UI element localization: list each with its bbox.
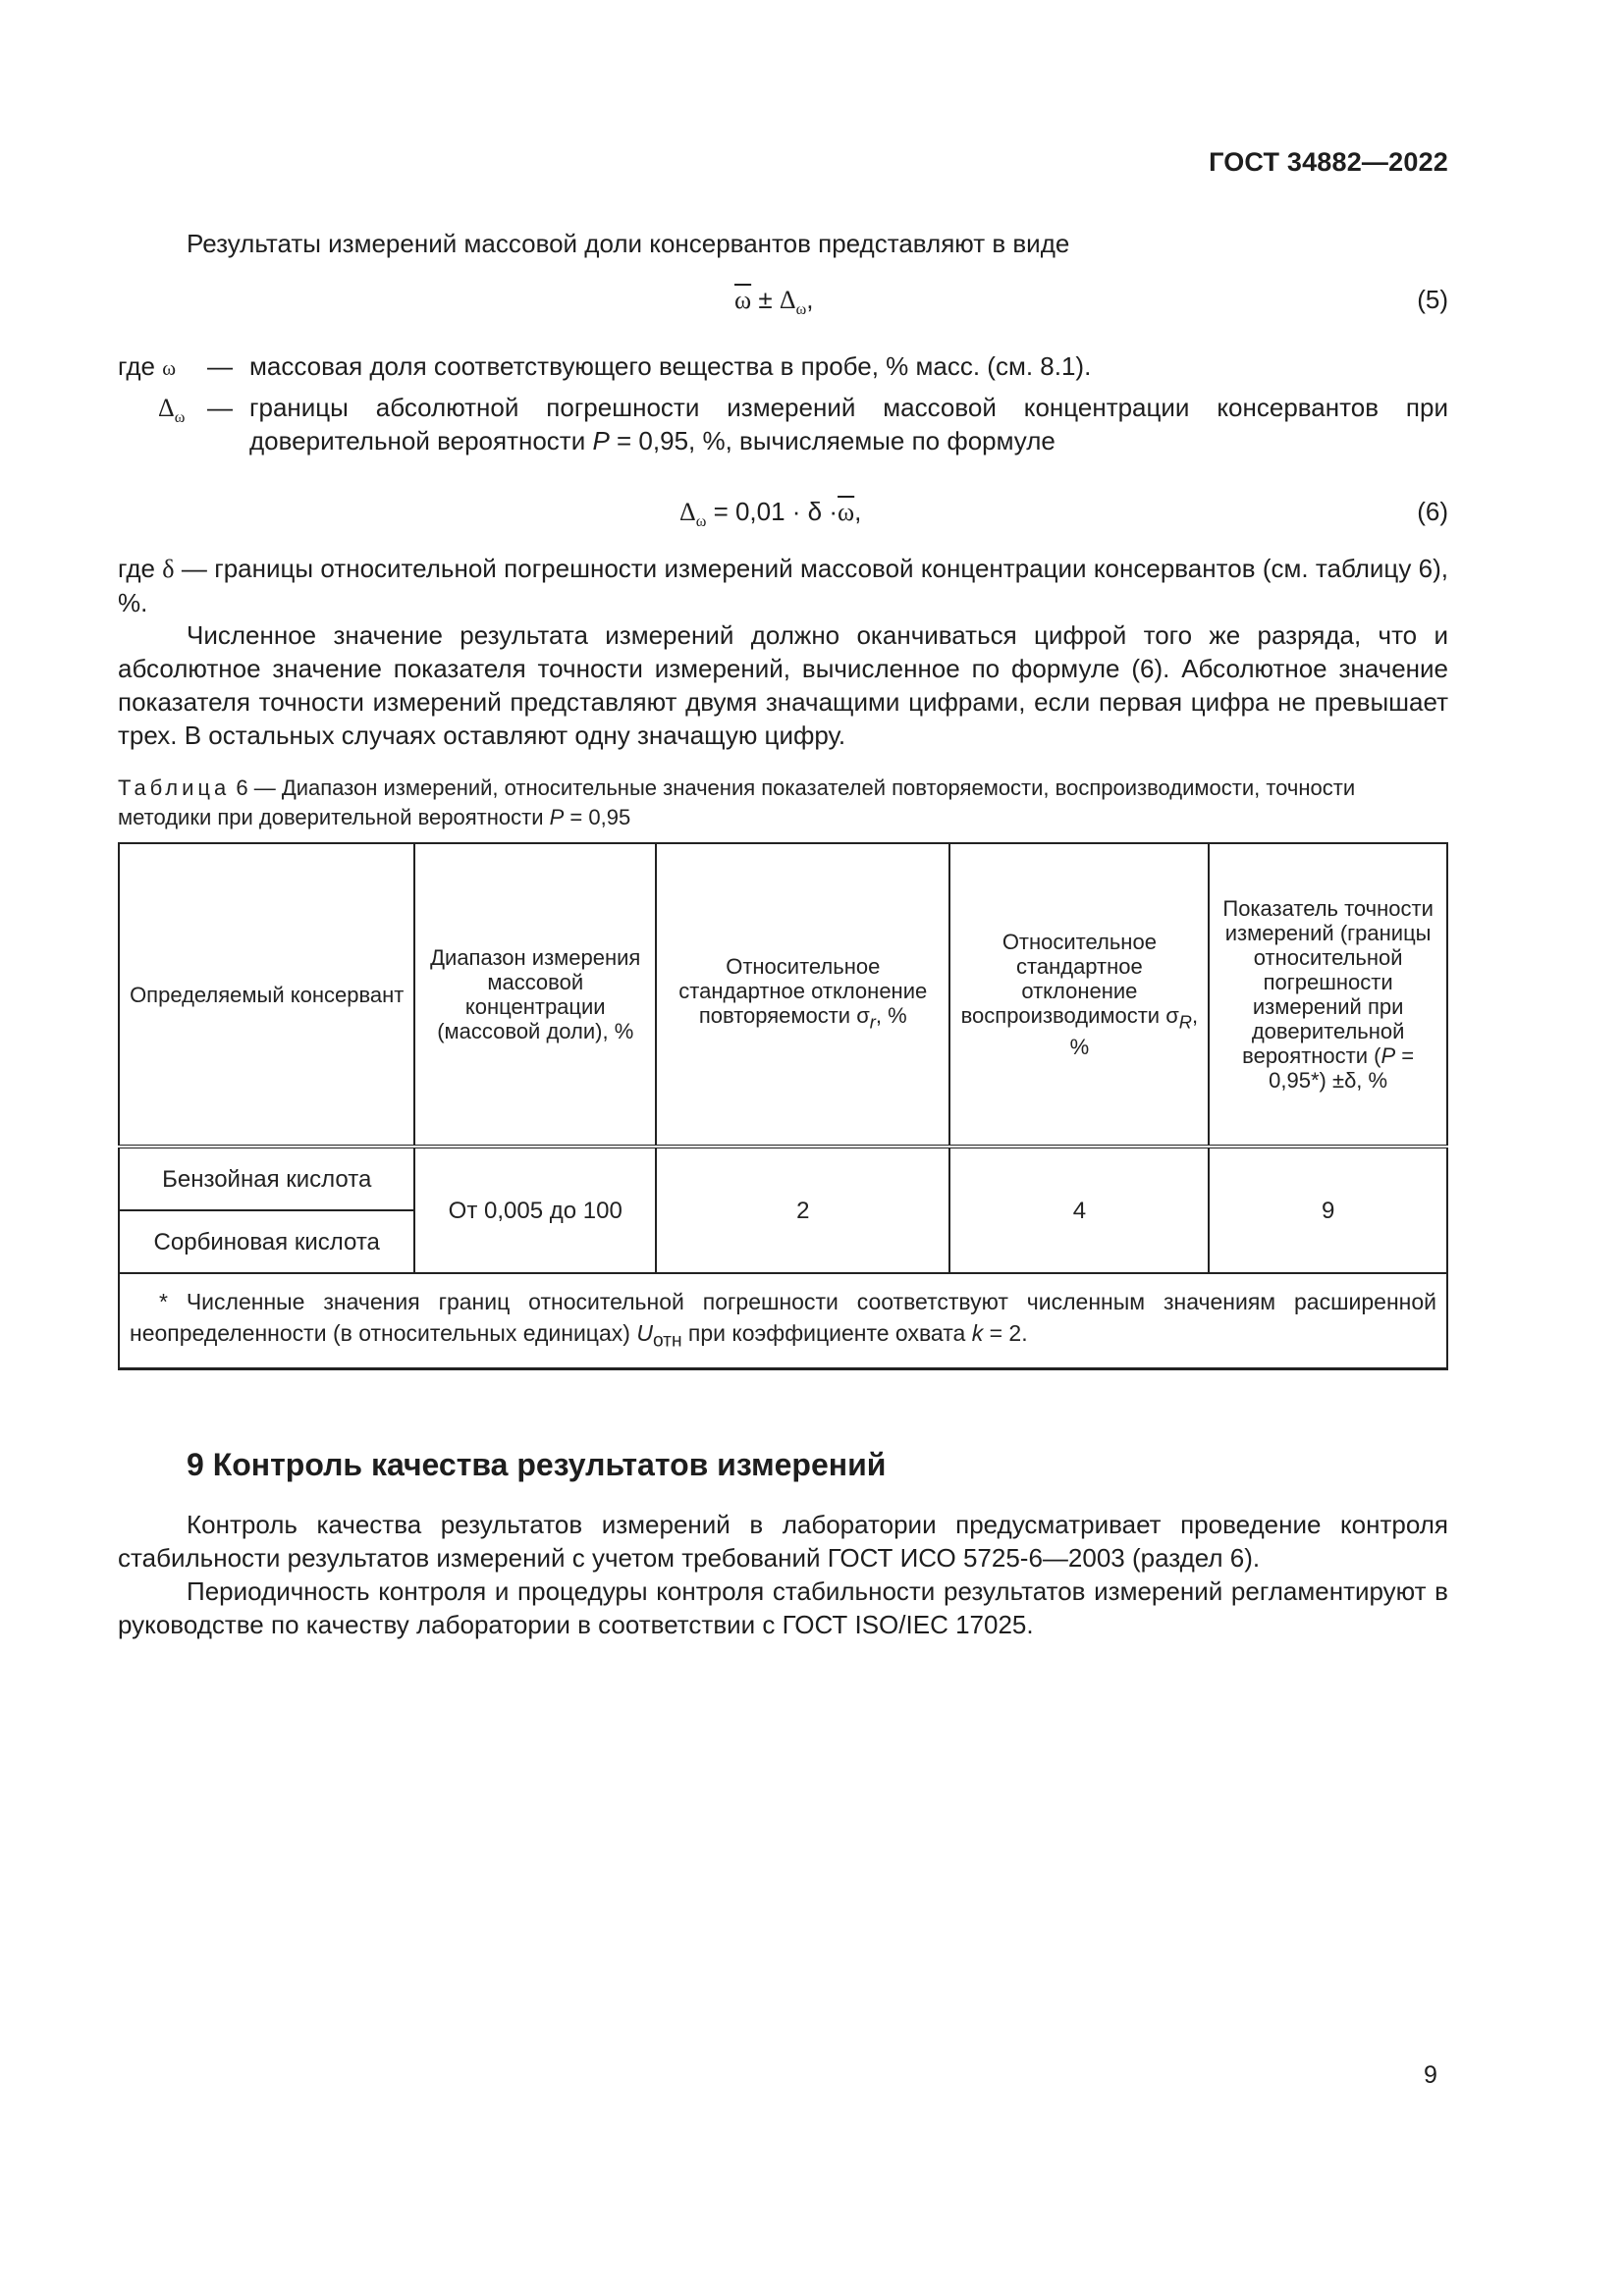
- equation-number-5: (5): [1417, 285, 1448, 314]
- header-repeatability: Относительное стандартное отклонение повторяемости $\sigma_r$, %: [656, 843, 949, 1147]
- cell-delta: 9: [1209, 1147, 1447, 1273]
- cell-sigma-R: 4: [949, 1147, 1209, 1273]
- where-item-omega: массовая доля соответствующего вещества в пробе, % масс. (см. 8.1).: [249, 351, 1092, 381]
- table-header-row: [119, 843, 1447, 1147]
- section-9-title: 9 Контроль качества результатов измерений: [187, 1447, 887, 1482]
- where-dash-2: —: [207, 393, 233, 422]
- where-delta-definition: где δ — границы относительной погрешности измерений массовой концентрации консервантов (см. таблицу 6), %.: [118, 554, 1448, 617]
- cell-substance: Сорбиновая кислота: [119, 1210, 414, 1273]
- table-caption: Таблица 6 — Диапазон измерений, относительные значения показателей повторяемости, воспроизводимости, точности методики при доверительной вероятности P = 0,95: [118, 775, 1356, 829]
- cell-sigma-r: 2: [656, 1147, 949, 1273]
- omega-mean-symbol: $\overline{\omega}$: [734, 286, 752, 314]
- paragraph-rounding: Численное значение результата измерений должно оканчиваться цифрой того же разряда, что и абсолютное значение показателя точности измерений, вычисленное по формуле (6). Абсолютное значение показателя точности измерений представляют двумя значащими цифрами, если первая цифра не превышает трех. В остальных случаях оставляют одну значащую цифру.: [118, 620, 1448, 750]
- table-6: [118, 842, 1448, 1370]
- document-code: ГОСТ 34882—2022: [1209, 147, 1448, 177]
- where-label: где ω: [118, 351, 177, 381]
- intro-text: Результаты измерений массовой доли консервантов представляют в виде: [187, 229, 1070, 258]
- section-9-paragraph-2: Периодичность контроля и процедуры контроля стабильности результатов измерений регламентируют в руководстве по качеству лаборатории в соответствии с ГОСТ ISO/IEC 17025.: [118, 1576, 1448, 1639]
- where-item-delta: границы абсолютной погрешности измерений массовой концентрации консервантов при доверительной вероятности P = 0,95, %, вычисляемые по формуле: [249, 393, 1448, 455]
- cell-substance: Бензойная кислота: [119, 1147, 414, 1210]
- equation-number-6: (6): [1417, 497, 1448, 526]
- where-symbol-delta: $\Delta_\omega$: [158, 394, 186, 426]
- header-substance: Определяемый консервант: [119, 843, 414, 1147]
- where-dash-1: —: [207, 351, 233, 381]
- header-accuracy: Показатель точности измерений (границы относительной погрешности измерений при доверительной вероятности (P = 0,95*) ±δ, %: [1209, 843, 1447, 1147]
- table-footnote-row: [119, 1273, 1447, 1368]
- page-number: 9: [1424, 2061, 1437, 2089]
- header-reproducibility: Относительное стандартное отклонение воспроизводимости $\sigma_R$, %: [949, 843, 1209, 1147]
- cell-range: От 0,005 до 100: [414, 1147, 656, 1273]
- table-footnote: * Численные значения границ относительной погрешности соответствуют численным значениям расширенной неопределенности (в относительных единицах) $U_{отн}$ при коэффициенте охвата k = 2.: [119, 1273, 1447, 1368]
- header-range: Диапазон измерения массовой концентрации (массовой доли), %: [414, 843, 656, 1147]
- table-row: [119, 1147, 1447, 1210]
- section-9-paragraph-1: Контроль качества результатов измерений в лаборатории предусматривает проведение контроля стабильности результатов измерений с учетом требований ГОСТ ИСО 5725-6—2003 (раздел 6).: [118, 1510, 1448, 1573]
